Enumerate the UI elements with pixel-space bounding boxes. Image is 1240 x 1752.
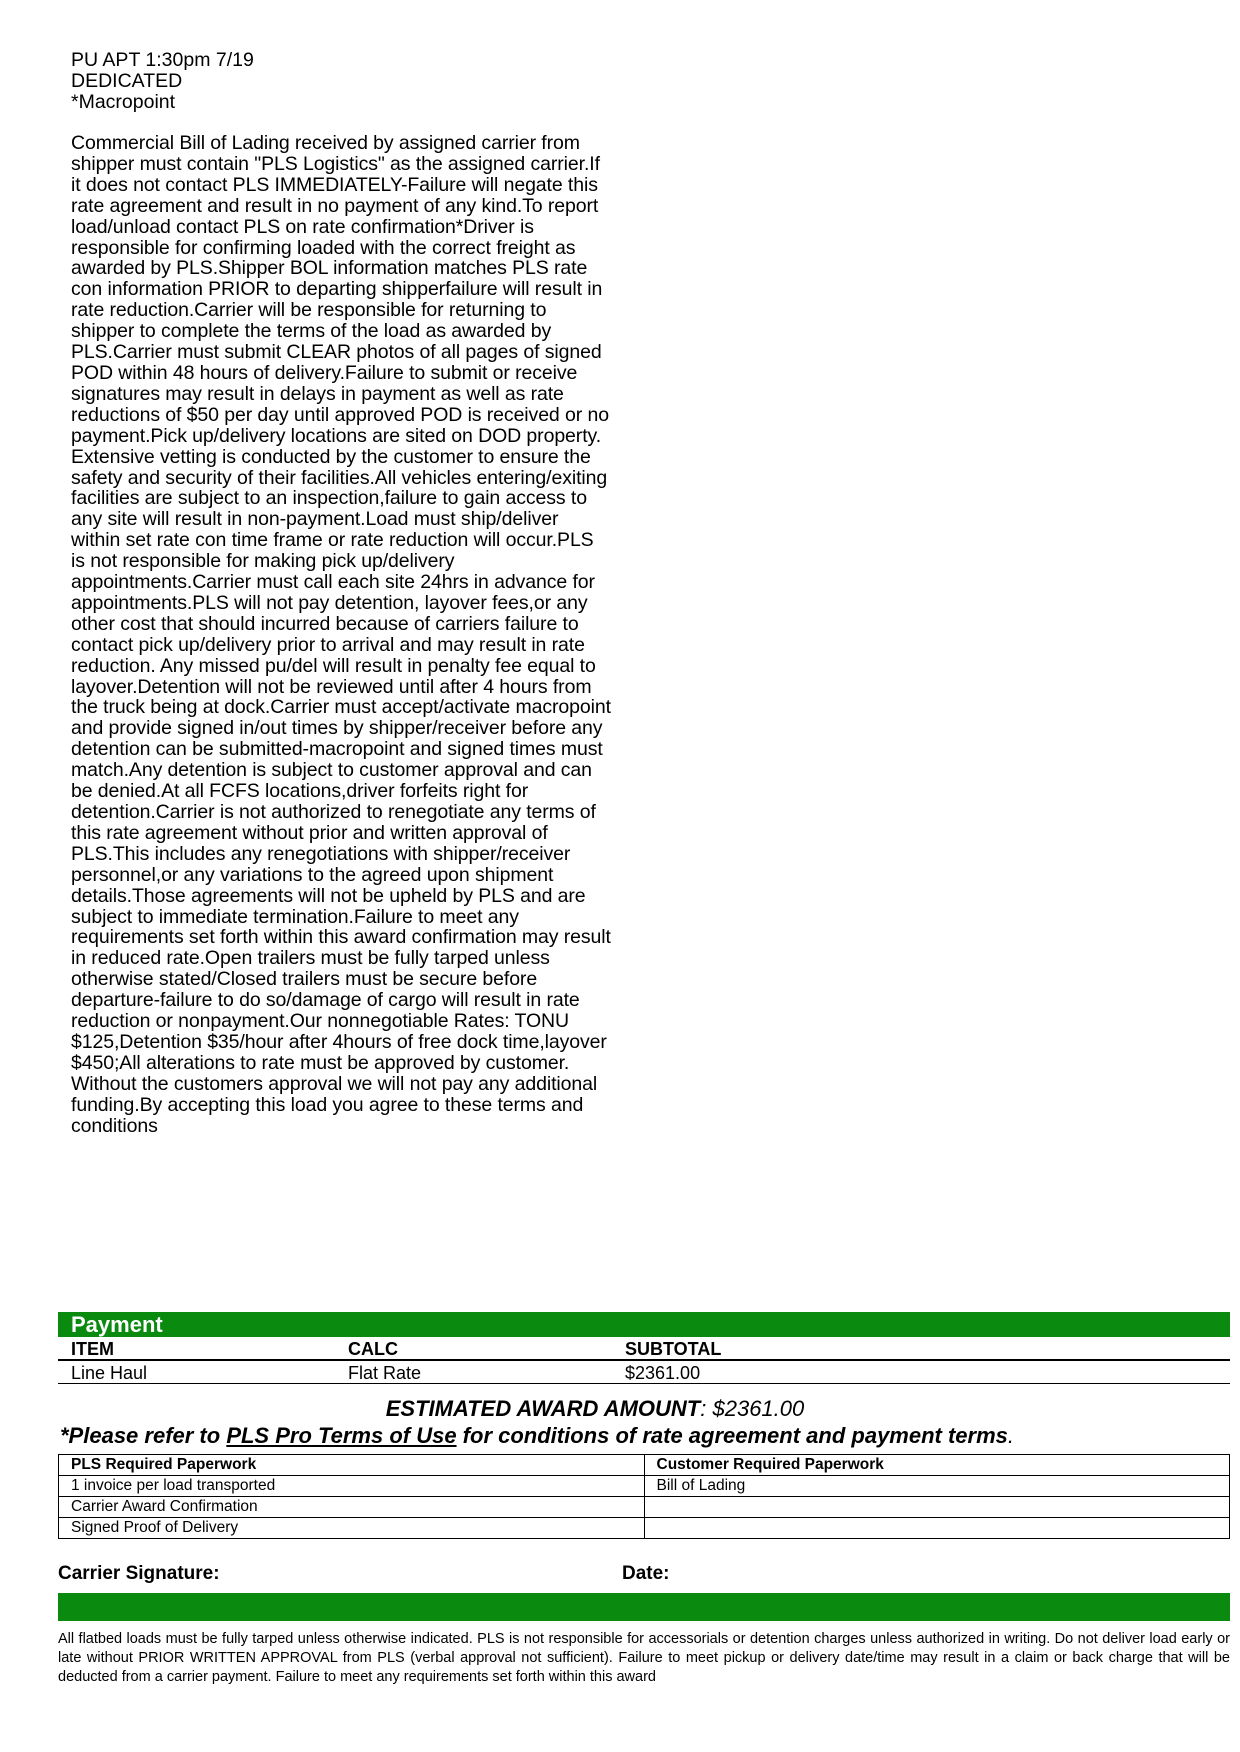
- pls-paperwork-header: PLS Required Paperwork: [59, 1455, 645, 1476]
- load-notes: [71, 50, 611, 112]
- payment-item: Line Haul: [71, 1363, 148, 1383]
- terms-notice-end: .: [1007, 1423, 1015, 1448]
- customer-paperwork-header: Customer Required Paperwork: [644, 1455, 1230, 1476]
- terms-of-use-link[interactable]: PLS Pro Terms of Use: [226, 1423, 457, 1448]
- customer-paperwork-item: [644, 1497, 1230, 1518]
- pls-paperwork-item: Signed Proof of Delivery: [59, 1518, 645, 1539]
- terms-and-conditions: Commercial Bill of Lading received by assigned carrier from shipper must contain "PLS Logistics" as the assigned carrier.If it does not contact PLS IMMEDIATELY-Failure will negate this rate agreement and result in no payment of any kind.To report load/unload contact PLS on rate confirmation*Driver is responsible for confirming loaded with the correct freight as awarded by PLS.Shipper BOL information matches PLS rate con information PRIOR to departing shipperfailure will result in rate reduction.Carrier will be responsible for returning to shipper to complete the terms of the load as awarded by PLS.Carrier must submit CLEAR photos of all pages of signed POD within 48 hours of delivery.Failure to submit or receive signatures may result in delays in payment as well as rate reductions of $50 per day until approved POD is received or no payment.Pick up/delivery locations are sited on DOD property. Extensive vetting is conducted by the customer to ensure the safety and security of their facilities.All vehicles entering/exiting facilities are subject to an inspection,failure to gain access to any site will result in non-payment.Load must ship/deliver within set rate con time frame or rate reduction will occur.PLS is not responsible for making pick up/delivery appointments.Carrier must call each site 24hrs in advance for appointments.PLS will not pay detention, layover fees,or any other cost that should incurred because of carriers failure to contact pick up/delivery prior to arrival and may result in rate reduction. Any missed pu/del will result in penalty fee equal to layover.Detention will not be reviewed until after 4 hours from the truck being at dock.Carrier must accept/activate macropoint and provide signed in/out times by shipper/receiver before any detention can be submitted-macropoint and signed times must match.Any detention is subject to customer approval and can be denied.At all FCFS locations,driver forfeits right for detention.Carrier is not authorized to renegotiate any terms of this rate agreement without prior and written approval of PLS.This includes any renegotiations with shipper/receiver personnel,or any variations to the agreed upon shipment details.Those agreements will not be upheld by PLS and are subject to immediate termination.Failure to meet any requirements set forth within this award confirmation may result in reduced rate.Open trailers must be fully tarped unless otherwise stated/Closed trailers must be secure before departure-failure to do so/damage of cargo will result in rate reduction or nonpayment.Our nonnegotiable Rates: TONU $125,Detention $35/hour after 4hours of free dock time,layover $450;All alterations to rate must be approved by customer. Without the customers approval we will not pay any additional funding.By accepting this load you agree to these terms and conditions: [71, 132, 611, 1137]
- pls-paperwork-item: 1 invoice per load transported: [59, 1476, 645, 1497]
- estimated-award-amount: [0, 1396, 1190, 1422]
- customer-paperwork-item: [644, 1518, 1230, 1539]
- column-header-item: ITEM: [71, 1339, 114, 1359]
- table-row: [58, 1361, 1230, 1384]
- carrier-signature-label: Carrier Signature:: [58, 1563, 220, 1584]
- macropoint-note: *Macropoint: [71, 90, 176, 113]
- section-divider-bar: [58, 1593, 1230, 1621]
- payment-section-header: Payment: [58, 1312, 1230, 1337]
- estimated-award-value: $2361.00: [712, 1396, 805, 1421]
- dedicated-note: DEDICATED: [71, 69, 183, 92]
- payment-column-headers: [58, 1337, 1230, 1361]
- terms-notice-prefix: *Please refer to: [60, 1423, 227, 1448]
- payment-subtotal: $2361.00: [625, 1363, 701, 1383]
- column-header-calc: CALC: [348, 1339, 398, 1359]
- estimated-award-separator: :: [700, 1396, 713, 1421]
- table-row: [59, 1497, 1230, 1518]
- pls-paperwork-item: Carrier Award Confirmation: [59, 1497, 645, 1518]
- table-row: [59, 1455, 1230, 1476]
- estimated-award-label: ESTIMATED AWARD AMOUNT: [385, 1396, 701, 1421]
- paperwork-table: [58, 1454, 1230, 1539]
- table-row: [59, 1518, 1230, 1539]
- payment-calc: Flat Rate: [348, 1363, 422, 1383]
- table-row: [59, 1476, 1230, 1497]
- customer-paperwork-item: Bill of Lading: [644, 1476, 1230, 1497]
- terms-of-use-notice: [60, 1423, 1230, 1449]
- pickup-appointment-note: PU APT 1:30pm 7/19: [71, 49, 254, 71]
- date-label: Date:: [622, 1563, 670, 1584]
- column-header-subtotal: SUBTOTAL: [625, 1339, 722, 1359]
- footer-disclaimer: All flatbed loads must be fully tarped unless otherwise indicated. PLS is not responsible for accessorials or detention charges unless authorized in writing. Do not deliver load early or late without PRIOR WRITTEN APPROVAL from PLS (verbal approval not sufficient). Failure to meet pickup or delivery date/time may result in a claim or back charge that will be deducted from a carrier payment. Failure to meet any requirements set forth within this award: [58, 1631, 1230, 1685]
- terms-notice-suffix: for conditions of rate agreement and payment terms: [456, 1423, 1008, 1448]
